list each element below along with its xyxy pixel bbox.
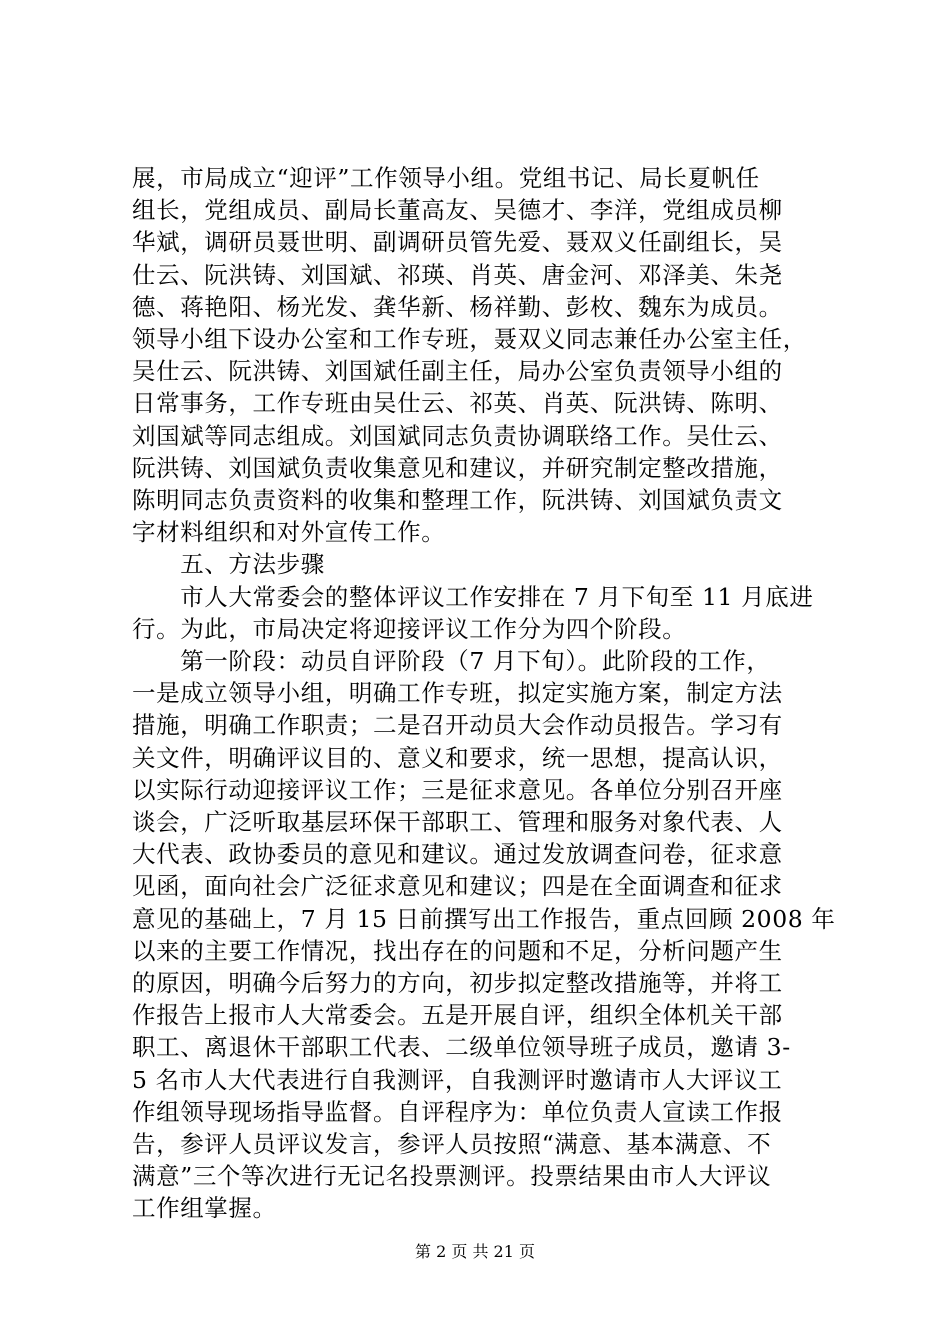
text-line: 吴仕云、阮洪铸、刘国斌任副主任，局办公室负责领导小组的 <box>132 357 783 386</box>
text-line: 工作组掌握。 <box>132 1194 277 1223</box>
text-line: 作报告上报市人大常委会。五是开展自评，组织全体机关干部 <box>132 1001 783 1030</box>
text-line: 关文件，明确评议目的、意义和要求，统一思想，提高认识， <box>132 743 783 772</box>
text-line: 作组领导现场指导监督。自评程序为：单位负责人宣读工作报 <box>132 1097 783 1126</box>
text-line: 的原因，明确今后努力的方向，初步拟定整改措施等，并将工 <box>132 969 783 997</box>
text-line: 一是成立领导小组，明确工作专班，拟定实施方案，制定方法 <box>132 679 783 708</box>
text-line: 大代表、政协委员的意见和建议。通过发放调查问卷，征求意 <box>132 840 783 869</box>
text-line: 仕云、阮洪铸、刘国斌、祁瑛、肖英、唐金河、邓泽美、朱尧 <box>132 260 783 289</box>
text-line: 第一阶段：动员自评阶段（7 月下旬）。此阶段的工作， <box>132 647 771 675</box>
text-line: 满意”三个等次进行无记名投票测评。投票结果由市人大评议 <box>132 1162 772 1191</box>
text-line: 5 名市人大代表进行自我测评，自我测评时邀请市人大评议工 <box>132 1065 783 1094</box>
page-footer: 第 2 页 共 21 页 <box>415 1242 535 1261</box>
text-line: 字材料组织和对外宣传工作。 <box>132 518 446 547</box>
text-line: 阮洪铸、刘国斌负责收集意见和建议，并研究制定整改措施， <box>132 453 783 482</box>
text-line: 德、蒋艳阳、杨光发、龚华新、杨祥勤、彭枚、魏东为成员。 <box>132 292 783 321</box>
text-line: 刘国斌等同志组成。刘国斌同志负责协调联络工作。吴仕云、 <box>132 421 783 450</box>
text-line: 谈会，广泛听取基层环保干部职工、管理和服务对象代表、人 <box>132 808 783 836</box>
text-line: 领导小组下设办公室和工作专班，聂双义同志兼任办公室主任， <box>132 325 807 353</box>
text-line: 市人大常委会的整体评议工作安排在 7 月下旬至 11 月底进 <box>132 582 814 611</box>
text-line: 以来的主要工作情况，找出存在的问题和不足，分析问题产生 <box>132 936 783 965</box>
text-line: 以实际行动迎接评议工作；三是征求意见。各单位分别召开座 <box>132 775 783 804</box>
text-line: 组长，党组成员、副局长董高友、吴德才、李洋，党组成员柳 <box>132 196 783 225</box>
text-line: 陈明同志负责资料的收集和整理工作，阮洪铸、刘国斌负责文 <box>132 486 783 514</box>
text-line: 见函，面向社会广泛征求意见和建议；四是在全面调查和征求 <box>132 872 783 901</box>
text-line: 意见的基础上，7 月 15 日前撰写出工作报告，重点回顾 2008 年 <box>132 904 836 933</box>
text-line: 措施，明确工作职责；二是召开动员大会作动员报告。学习有 <box>132 711 783 740</box>
text-line: 日常事务，工作专班由吴仕云、祁英、肖英、阮洪铸、陈明、 <box>132 389 783 418</box>
text-line: 行。为此，市局决定将迎接评议工作分为四个阶段。 <box>132 614 687 643</box>
text-line: 职工、离退休干部职工代表、二级单位领导班子成员，邀请 3- <box>132 1033 791 1062</box>
text-line: 五、方法步骤 <box>132 550 325 579</box>
text-line: 华斌，调研员聂世明、副调研员管先爱、聂双义任副组长，吴 <box>132 228 783 257</box>
text-line: 展，市局成立“迎评”工作领导小组。党组书记、局长夏帆任 <box>132 164 760 192</box>
text-line: 告，参评人员评议发言，参评人员按照“满意、基本满意、不 <box>132 1130 772 1158</box>
